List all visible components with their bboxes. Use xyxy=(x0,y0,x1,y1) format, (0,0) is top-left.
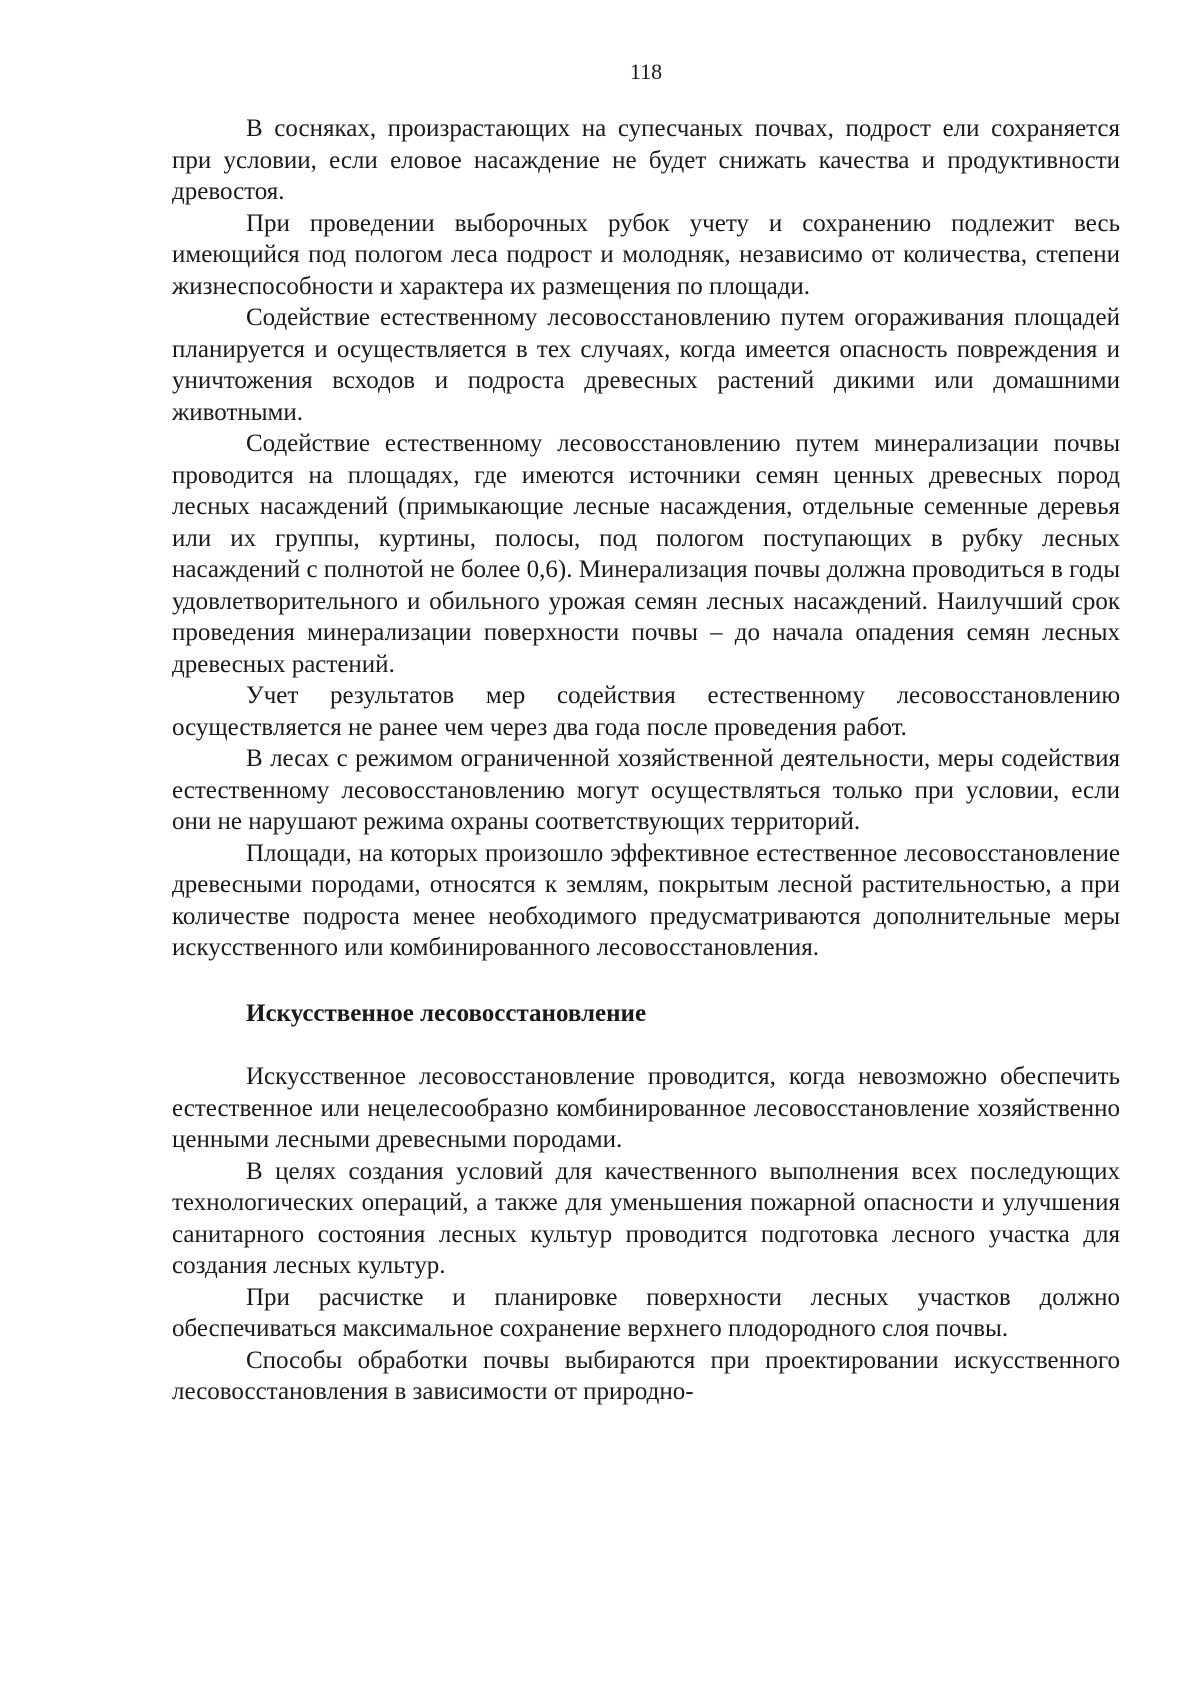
paragraph: В сосняках, произрастающих на супесчаных почвах, подрост ели сохраняется при условии, если еловое насаждение не будет снижать качества и продуктивности древостоя. xyxy=(172,115,1120,205)
paragraph: Учет результатов мер содействия естественному лесовосстановлению осуществляется не ранее чем через два года после проведения работ. xyxy=(172,682,1120,741)
section-heading: Искусственное лесовосстановление xyxy=(246,999,647,1027)
page-number: 118 xyxy=(629,59,663,84)
paragraph: Искусственное лесовосстановление проводится, когда невозможно обеспечить естественное или нецелесообразно комбинированное лесовосстановление хозяйственно ценными лесными древесными породами. xyxy=(172,1063,1120,1153)
paragraph: При проведении выборочных рубок учету и сохранению подлежит весь имеющийся под пологом леса подрост и молодняк, независимо от количества, степени жизнеспособности и характера их размещения по площади. xyxy=(172,209,1120,300)
paragraph: В лесах с режимом ограниченной хозяйственной деятельности, меры содействия естественному лесовосстановлению могут осуществляться только при условии, если они не нарушают режима охраны соответствующих территорий. xyxy=(172,745,1120,835)
paragraph: Способы обработки почвы выбираются при проектировании искусственного лесовосстановления в зависимости от природно- xyxy=(172,1346,1120,1405)
paragraph: При расчистке и планировке поверхности лесных участков должно обеспечиваться максимальное сохранение верхнего плодородного слоя почвы. xyxy=(172,1283,1120,1342)
document-body xyxy=(172,113,1120,1408)
paragraph: В целях создания условий для качественного выполнения всех последующих технологических операций, а также для уменьшения пожарной опасности и улучшения санитарного состояния лесных культур проводится подготовка лесного участка для создания лесных культур. xyxy=(172,1157,1120,1279)
paragraph: Содействие естественному лесовосстановлению путем огораживания площадей планируется и осуществляется в тех случаях, когда имеется опасность повреждения и уничтожения всходов и подроста древесных растений дикими или домашними животными. xyxy=(172,304,1120,426)
paragraph: Содействие естественному лесовосстановлению путем минерализации почвы проводится на площадях, где имеются источники семян ценных древесных пород лесных насаждений (примыкающие лесные насаждения, отдельные семенные деревья или их группы, куртины, полосы, под пологом поступающих в рубку лесных насаждений с полнотой не более 0,6). Минерализация почвы должна проводиться в годы удовлетворительного и обильного урожая семян лесных насаждений. Наилучший срок проведения минерализации поверхности почвы – до начала опадения семян лесных древесных растений. xyxy=(172,430,1120,678)
paragraph: Площади, на которых произошло эффективное естественное лесовосстановление древесными породами, относятся к землям, покрытым лесной растительностью, а при количестве подроста менее необходимого предусматриваются дополнительные меры искусственного или комбинированного лесовосстановления. xyxy=(172,839,1120,961)
